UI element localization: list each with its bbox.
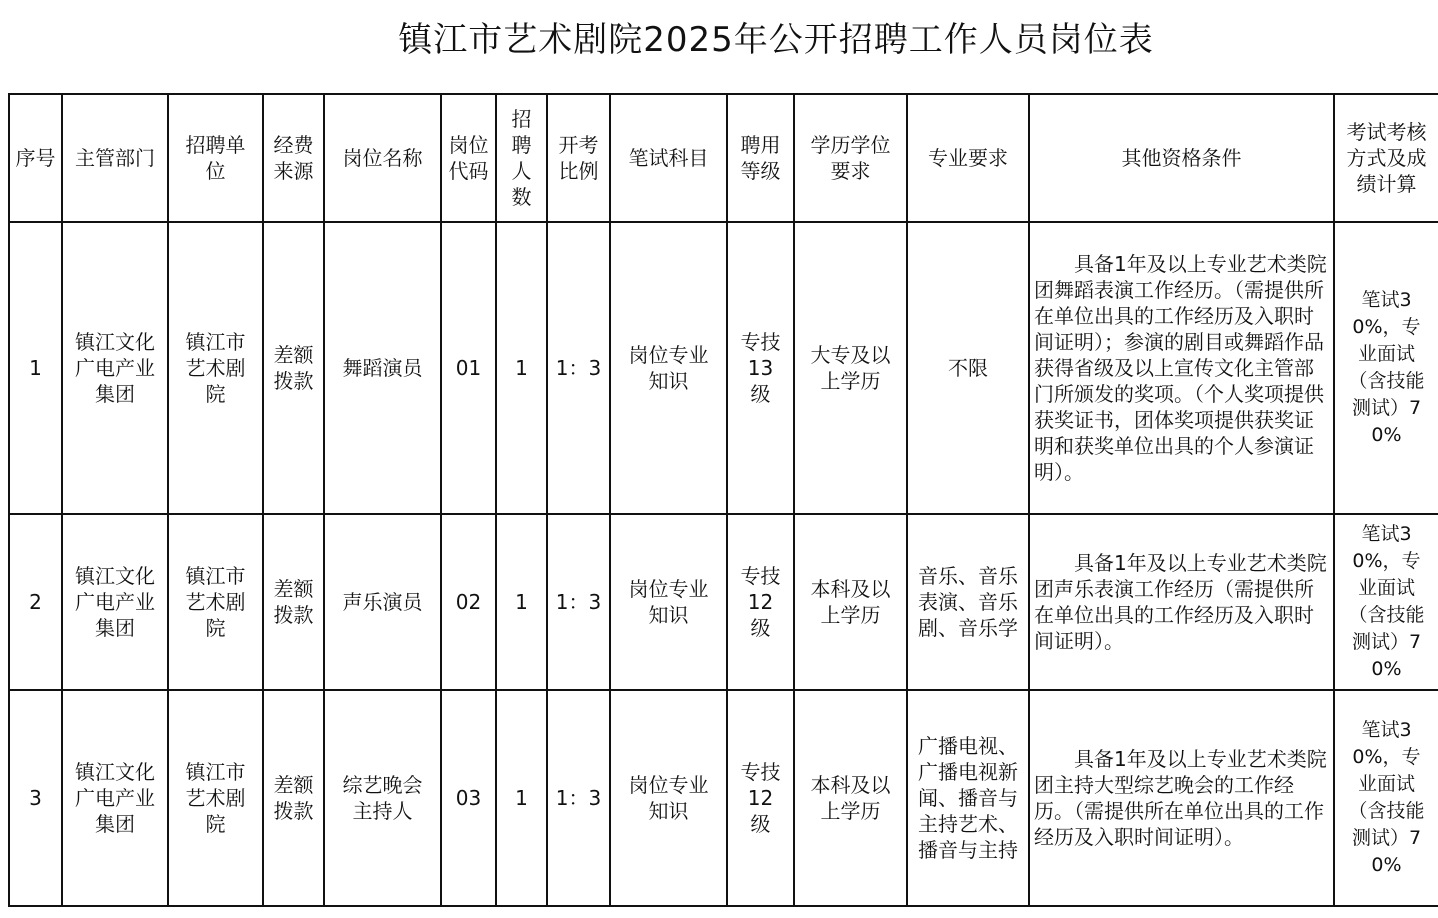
cell-seq: 1 [9,222,62,514]
cell-position: 舞蹈演员 [324,222,441,514]
cell-count: 1 [496,690,547,906]
cell-count: 1 [496,514,547,690]
cell-exam-method: 笔试30%，专业面试（含技能测试）70% [1334,222,1438,514]
cell-code: 02 [441,514,496,690]
cell-seq: 3 [9,690,62,906]
cell-education: 本科及以上学历 [794,514,907,690]
cell-major: 广播电视、广播电视新闻、播音与主持艺术、播音与主持 [907,690,1029,906]
column-header: 经费来源 [263,94,324,222]
table-header-row [9,94,1438,222]
cell-funding: 差额拨款 [263,514,324,690]
column-header: 专业要求 [907,94,1029,222]
cell-level: 专技12级 [727,514,794,690]
cell-subject: 岗位专业知识 [610,690,727,906]
column-header: 聘用等级 [727,94,794,222]
cell-unit: 镇江市艺术剧院 [168,514,263,690]
page-title: 镇江市艺术剧院2025年公开招聘工作人员岗位表 [398,20,1154,60]
cell-major: 不限 [907,222,1029,514]
positions-table [8,93,1438,907]
cell-department: 镇江文化广电产业集团 [62,222,168,514]
cell-code: 03 [441,690,496,906]
cell-department: 镇江文化广电产业集团 [62,514,168,690]
cell-count: 1 [496,222,547,514]
cell-unit: 镇江市艺术剧院 [168,222,263,514]
cell-major: 音乐、音乐表演、音乐剧、音乐学 [907,514,1029,690]
cell-unit: 镇江市艺术剧院 [168,690,263,906]
column-header: 招聘人数 [496,94,547,222]
table-row [9,222,1438,514]
cell-funding: 差额拨款 [263,222,324,514]
column-header: 岗位名称 [324,94,441,222]
column-header: 序号 [9,94,62,222]
cell-department: 镇江文化广电产业集团 [62,690,168,906]
cell-code: 01 [441,222,496,514]
cell-ratio: 1：3 [547,222,610,514]
column-header: 招聘单位 [168,94,263,222]
cell-exam-method: 笔试30%，专业面试（含技能测试）70% [1334,690,1438,906]
cell-other-requirements: 具备1年及以上专业艺术类院团舞蹈表演工作经历。（需提供所在单位出具的工作经历及入职时间证明）；参演的剧目或舞蹈作品获得省级及以上宣传文化主管部门所颁发的奖项。（个人奖项提供获奖证书，团体奖项提供获奖证明和获奖单位出具的个人参演证明）。 [1029,222,1334,514]
cell-other-requirements: 具备1年及以上专业艺术类院团主持大型综艺晚会的工作经历。（需提供所在单位出具的工作经历及入职时间证明）。 [1029,690,1334,906]
cell-position: 综艺晚会主持人 [324,690,441,906]
cell-subject: 岗位专业知识 [610,514,727,690]
cell-other-requirements: 具备1年及以上专业艺术类院团声乐表演工作经历（需提供所在单位出具的工作经历及入职时间证明）。 [1029,514,1334,690]
cell-education: 本科及以上学历 [794,690,907,906]
column-header: 开考比例 [547,94,610,222]
table-row [9,514,1438,690]
column-header: 学历学位要求 [794,94,907,222]
column-header: 笔试科目 [610,94,727,222]
cell-seq: 2 [9,514,62,690]
cell-position: 声乐演员 [324,514,441,690]
table-row [9,690,1438,906]
cell-ratio: 1：3 [547,514,610,690]
cell-funding: 差额拨款 [263,690,324,906]
cell-subject: 岗位专业知识 [610,222,727,514]
column-header: 主管部门 [62,94,168,222]
cell-level: 专技12级 [727,690,794,906]
column-header: 岗位代码 [441,94,496,222]
cell-education: 大专及以上学历 [794,222,907,514]
cell-ratio: 1：3 [547,690,610,906]
column-header: 考试考核方式及成绩计算 [1334,94,1438,222]
cell-level: 专技13级 [727,222,794,514]
cell-exam-method: 笔试30%，专业面试（含技能测试）70% [1334,514,1438,690]
column-header: 其他资格条件 [1029,94,1334,222]
